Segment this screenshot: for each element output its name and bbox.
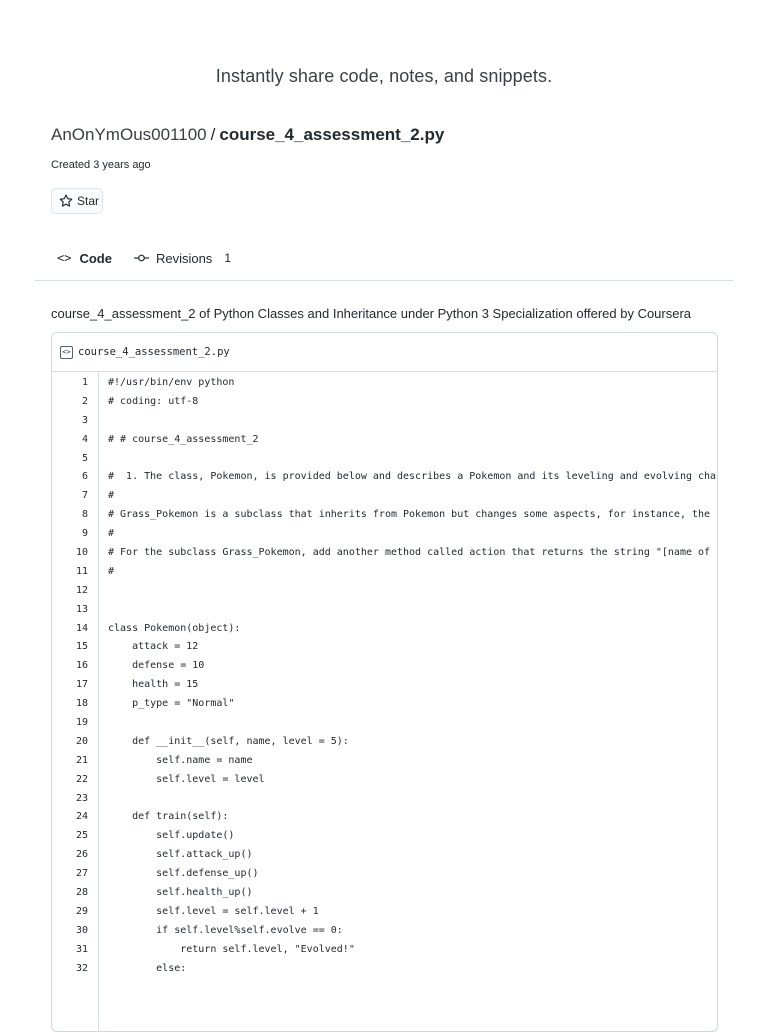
- line-code: p_type = "Normal": [108, 698, 235, 710]
- line-code: attack = 12: [108, 641, 199, 653]
- line-code: class Pokemon(object):: [108, 622, 241, 634]
- tabs-divider: [35, 280, 733, 281]
- gist-tabs: [57, 248, 231, 268]
- code-body: [52, 372, 717, 978]
- gist-description: course_4_assessment_2 of Python Classes and Inheritance under Python 3 Specialization offered by Coursera: [51, 306, 692, 321]
- code-line: [52, 845, 717, 864]
- star-button[interactable]: [51, 188, 103, 214]
- title-separator: /: [210, 125, 216, 144]
- line-number[interactable]: 26: [75, 849, 88, 861]
- code-line: [52, 864, 717, 883]
- code-line: [52, 826, 717, 845]
- file-container: [51, 332, 718, 1032]
- line-number[interactable]: 18: [75, 698, 88, 710]
- line-number[interactable]: 25: [75, 830, 88, 842]
- code-line: [52, 675, 717, 694]
- code-line: [52, 902, 717, 921]
- code-line: [52, 656, 717, 675]
- line-number[interactable]: 4: [81, 433, 88, 445]
- line-code: defense = 10: [108, 660, 205, 672]
- line-number[interactable]: 3: [81, 414, 88, 426]
- line-number[interactable]: 19: [75, 716, 88, 728]
- line-number[interactable]: 32: [75, 962, 88, 974]
- code-line: [52, 713, 717, 732]
- line-number[interactable]: 16: [75, 660, 88, 672]
- code-line: [52, 467, 717, 486]
- code-line: [52, 619, 717, 638]
- line-number[interactable]: 30: [75, 924, 88, 936]
- code-line: [52, 600, 717, 619]
- code-line: [52, 373, 717, 392]
- line-code: # For the subclass Grass_Pokemon, add another method called action that returns the string "[name of: [108, 546, 711, 558]
- tab-revisions[interactable]: [134, 248, 231, 268]
- line-code: self.attack_up(): [108, 849, 253, 861]
- gutter-divider: [98, 371, 99, 1032]
- line-number[interactable]: 10: [75, 546, 88, 558]
- line-number[interactable]: 24: [75, 811, 88, 823]
- line-code: else:: [108, 962, 187, 974]
- line-number[interactable]: 29: [75, 905, 88, 917]
- line-code: # 1. The class, Pokemon, is provided below and describes a Pokemon and its leveling and evolving cha: [108, 471, 717, 483]
- line-number[interactable]: 28: [75, 886, 88, 898]
- code-line: [52, 694, 717, 713]
- code-line: [52, 959, 717, 978]
- code-line: [52, 581, 717, 600]
- line-code: self.name = name: [108, 754, 253, 766]
- line-code: self.update(): [108, 830, 235, 842]
- line-code: def train(self):: [108, 811, 229, 823]
- line-number[interactable]: 13: [75, 603, 88, 615]
- line-number[interactable]: 27: [75, 868, 88, 880]
- line-code: self.level = level: [108, 773, 265, 785]
- line-code: health = 15: [108, 679, 199, 691]
- line-number[interactable]: 11: [75, 565, 88, 577]
- line-code: def __init__(self, name, level = 5):: [108, 735, 349, 747]
- code-line: [52, 486, 717, 505]
- code-line: [52, 883, 717, 902]
- gist-filename-link[interactable]: course_4_assessment_2.py: [219, 125, 445, 144]
- code-line: [52, 392, 717, 411]
- line-number[interactable]: 5: [81, 452, 88, 464]
- code-line: [52, 789, 717, 808]
- file-header-name[interactable]: course_4_assessment_2.py: [78, 346, 230, 358]
- code-line: [52, 751, 717, 770]
- code-line: [52, 637, 717, 656]
- line-number[interactable]: 8: [81, 509, 88, 521]
- code-line: [52, 449, 717, 468]
- line-code: #: [108, 565, 115, 577]
- gist-title: [51, 125, 444, 145]
- created-timestamp: Created 3 years ago: [51, 159, 151, 171]
- file-header: [52, 333, 717, 372]
- line-number[interactable]: 2: [81, 395, 88, 407]
- line-code: self.level = self.level + 1: [108, 905, 319, 917]
- line-code: self.health_up(): [108, 886, 253, 898]
- code-line: [52, 524, 717, 543]
- line-number[interactable]: 14: [75, 622, 88, 634]
- code-line: [52, 430, 717, 449]
- code-line: [52, 940, 717, 959]
- code-line: [52, 921, 717, 940]
- code-line: [52, 562, 717, 581]
- line-number[interactable]: 23: [75, 792, 88, 804]
- code-line: [52, 543, 717, 562]
- line-code: #: [108, 528, 115, 540]
- line-code: self.defense_up(): [108, 868, 259, 880]
- line-number[interactable]: 20: [75, 735, 88, 747]
- tab-code-label: Code: [79, 250, 112, 266]
- line-number[interactable]: 31: [75, 943, 88, 955]
- line-number[interactable]: 12: [75, 584, 88, 596]
- line-code: if self.level%self.evolve == 0:: [108, 924, 343, 936]
- tagline: Instantly share code, notes, and snippets.: [215, 66, 553, 86]
- line-code: # coding: utf-8: [108, 395, 199, 407]
- code-line: [52, 505, 717, 524]
- line-code: #!/usr/bin/env python: [108, 376, 235, 388]
- code-icon: <>: [57, 251, 72, 265]
- line-number[interactable]: 9: [81, 528, 88, 540]
- gist-owner-link[interactable]: AnOnYmOus001100: [51, 125, 207, 144]
- star-label: Star: [77, 194, 100, 208]
- line-number[interactable]: 7: [81, 490, 88, 502]
- revisions-count: 1: [224, 251, 231, 265]
- line-code: return self.level, "Evolved!": [108, 943, 355, 955]
- line-number[interactable]: 21: [75, 754, 88, 766]
- commit-icon: [134, 251, 149, 266]
- code-line: [52, 770, 717, 789]
- code-line: [52, 807, 717, 826]
- line-number[interactable]: 1: [81, 376, 88, 388]
- file-code-icon: <>: [60, 346, 73, 359]
- line-number[interactable]: 17: [75, 679, 88, 691]
- tab-code[interactable]: [57, 248, 112, 268]
- code-line: [52, 732, 717, 751]
- line-code: # # course_4_assessment_2: [108, 433, 259, 445]
- code-line: [52, 411, 717, 430]
- line-number[interactable]: 22: [75, 773, 88, 785]
- line-number[interactable]: 6: [81, 471, 88, 483]
- line-number[interactable]: 15: [75, 641, 88, 653]
- star-icon: [59, 194, 73, 208]
- tab-revisions-label: Revisions: [155, 250, 213, 266]
- line-code: # Grass_Pokemon is a subclass that inherits from Pokemon but changes some aspects, for instance, the: [108, 509, 711, 521]
- line-code: #: [108, 490, 115, 502]
